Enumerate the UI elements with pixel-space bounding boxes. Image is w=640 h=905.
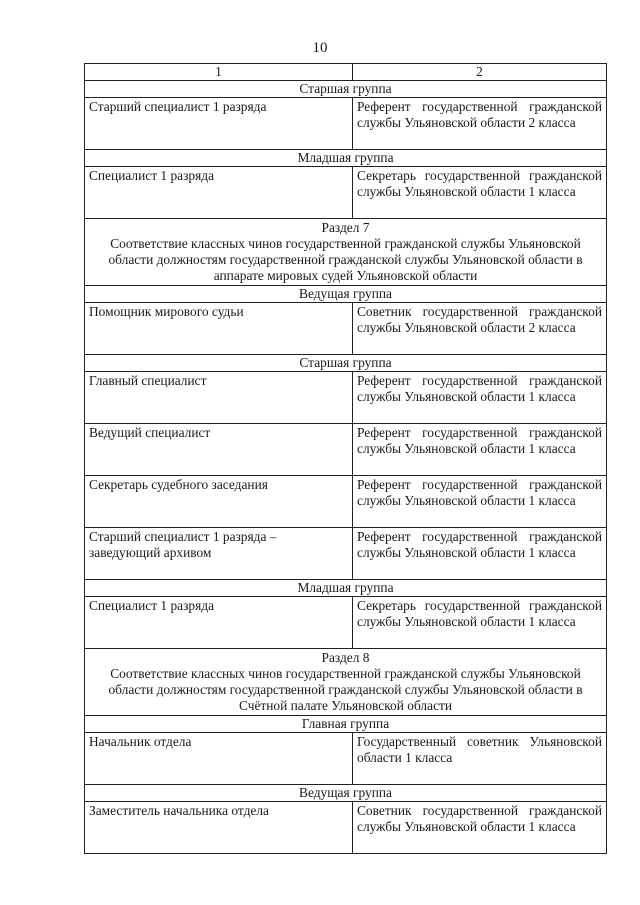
table-row [85,372,607,424]
table-row [85,733,607,785]
group-header-row [85,716,607,733]
group-header: Старшая группа [85,355,607,372]
page-number: 10 [312,40,328,56]
section-text: Соответствие классных чинов государственной гражданской службы Ульяновской области должностям государственной гражданской службы Ульяновской области в аппарате мировых судей Ульяновской области [108,236,583,283]
section-title: Раздел 7 [321,220,370,235]
group-header-row [85,286,607,303]
group-header: Ведущая группа [85,785,607,802]
rank-cell: Референт государственной гражданской службы Ульяновской области 1 класса [353,372,607,424]
rank-cell: Советник государственной гражданской службы Ульяновской области 2 класса [353,303,607,355]
section-header [85,649,607,716]
position-cell: Специалист 1 разряда [85,597,353,649]
position-cell: Заместитель начальника отдела [85,802,353,854]
table-row [85,597,607,649]
group-header-row [85,150,607,167]
column-header-1: 1 [85,64,353,81]
position-cell: Начальник отдела [85,733,353,785]
rank-cell: Секретарь государственной гражданской службы Ульяновской области 1 класса [353,597,607,649]
group-header-row [85,580,607,597]
rank-cell: Референт государственной гражданской службы Ульяновской области 1 класса [353,528,607,580]
table-row [85,424,607,476]
table-body [85,64,607,854]
section-text: Соответствие классных чинов государственной гражданской службы Ульяновской области должностям государственной гражданской службы Ульяновской области в Счётной палате Ульяновской области [108,666,583,713]
position-cell: Старший специалист 1 разряда [85,98,353,150]
column-header-row [85,64,607,81]
position-cell: Ведущий специалист [85,424,353,476]
group-header: Старшая группа [85,81,607,98]
rank-cell: Государственный советник Ульяновской области 1 класса [353,733,607,785]
rank-cell: Референт государственной гражданской службы Ульяновской области 1 класса [353,476,607,528]
table-row [85,476,607,528]
rank-correspondence-table [84,63,607,854]
rank-cell: Референт государственной гражданской службы Ульяновской области 2 класса [353,98,607,150]
group-header: Младшая группа [85,580,607,597]
group-header: Главная группа [85,716,607,733]
position-cell: Старший специалист 1 разряда – заведующий архивом [85,528,353,580]
group-header-row [85,785,607,802]
position-cell: Специалист 1 разряда [85,167,353,219]
position-cell: Секретарь судебного заседания [85,476,353,528]
table-row [85,167,607,219]
table-row [85,98,607,150]
section-header-row [85,649,607,716]
section-title: Раздел 8 [321,650,370,665]
group-header-row [85,355,607,372]
rank-cell: Референт государственной гражданской службы Ульяновской области 1 класса [353,424,607,476]
rank-cell: Советник государственной гражданской службы Ульяновской области 1 класса [353,802,607,854]
rank-cell: Секретарь государственной гражданской службы Ульяновской области 1 класса [353,167,607,219]
section-header-row [85,219,607,286]
position-cell: Помощник мирового судьи [85,303,353,355]
position-cell: Главный специалист [85,372,353,424]
column-header-2: 2 [353,64,607,81]
group-header: Ведущая группа [85,286,607,303]
group-header: Младшая группа [85,150,607,167]
section-header [85,219,607,286]
table-row [85,802,607,854]
table-row [85,303,607,355]
group-header-row [85,81,607,98]
table-row [85,528,607,580]
